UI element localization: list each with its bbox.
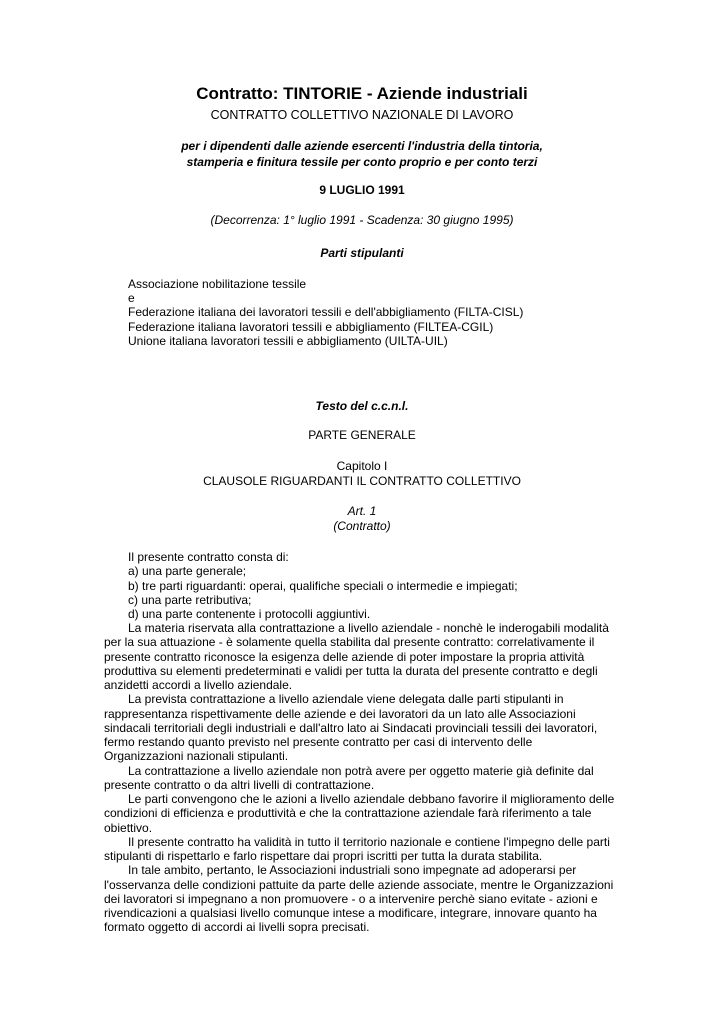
body-text-line: dei lavoratori si impegnano a non promuovere - o a intervenire perchè siano evitate - azioni e (104, 891, 598, 906)
body-text-line: Organizzazioni nazionali stipulanti. (104, 749, 289, 764)
body-text-line: rappresentanza rispettivamente delle aziende e dei lavoratori da un lato alle Associazioni (104, 706, 576, 721)
party-line: Unione italiana lavoratori tessili e abbigliamento (UILTA-UIL) (128, 333, 448, 348)
body-text-line: La materia riservata alla contrattazione a livello aziendale - nonchè le inderogabili modalità (128, 621, 609, 635)
list-item: a) una parte generale; (128, 564, 247, 579)
body-text-line: rivendicazioni a qualsiasi livello comunque intese a modificare, integrare, innovare quanto ha (104, 906, 597, 920)
document-subtitle: CONTRATTO COLLETTIVO NAZIONALE DI LAVORO (210, 108, 514, 122)
article-list (128, 550, 518, 621)
list-item: c) una parte retributiva; (128, 592, 252, 607)
list-item: d) una parte contenente i protocolli aggiuntivi. (128, 607, 371, 622)
body-text-line: anzidetti accordi a livello aziendale. (104, 678, 293, 692)
body-text-line: l'osservanza delle condizioni pattuite da parte delle aziende associate, mentre le Organizzazioni (104, 877, 614, 892)
document-title: Contratto: TINTORIE - Aziende industriali (196, 84, 528, 103)
chapter-heading: Capitolo I (336, 459, 388, 473)
body-text-line: produttiva su elementi predeterminati e validi per tutta la durata del presente contratto e degli (104, 663, 598, 678)
body-text-line: fermo restando quanto previsto nel presente contratto per casi di intervento delle (104, 735, 533, 749)
body-text-line: La contrattazione a livello aziendale non potrà avere per oggetto materie già definite dal (128, 763, 594, 778)
parties-heading: Parti stipulanti (320, 246, 404, 260)
body-text-line: formato oggetto di accordi ai livelli sopra precisati. (104, 920, 370, 935)
description-line: stamperia e finitura tessile per conto proprio e per conto terzi (186, 155, 538, 169)
body-text-line: presente contratto riconosce la esigenza delle aziende di poter impostare la propria attività (104, 649, 585, 664)
parties-list (128, 277, 523, 348)
chapter-title: CLAUSOLE RIGUARDANTI IL CONTRATTO COLLETTIVO (203, 474, 521, 488)
body-text-line: stipulanti di rispettarlo e farlo rispettare dai propri iscritti per tutta la durata stabilita. (104, 849, 543, 863)
body-text-line: presente contratto o da altri livelli di contrattazione. (104, 777, 375, 792)
article-body (104, 621, 624, 935)
list-item: Il presente contratto consta di: (128, 550, 289, 564)
body-text-line: condizioni di efficienza e produttività e che la contrattazione aziendale farà riferimento a tale (104, 806, 592, 821)
text-heading: Testo del c.c.n.l. (315, 399, 409, 413)
contract-date: 9 LUGLIO 1991 (319, 183, 405, 197)
body-text-line: Il presente contratto ha validità in tutto il territorio nazionale e contiene l'impegno delle parti (128, 834, 610, 849)
party-line: e (128, 291, 135, 306)
validity-period: (Decorrenza: 1° luglio 1991 - Scadenza: 30 giugno 1995) (210, 213, 514, 227)
list-item: b) tre parti riguardanti: operai, qualifiche speciali o intermedie e impiegati; (128, 578, 518, 593)
party-line: Federazione italiana dei lavoratori tessili e dell'abbigliamento (FILTA-CISL) (128, 305, 524, 320)
article-number: Art. 1 (347, 504, 377, 518)
body-text-line: obiettivo. (104, 820, 153, 835)
body-text-line: La prevista contrattazione a livello aziendale viene delegata dalle parti stipulanti in (128, 692, 564, 707)
body-text-line: sindacali territoriali degli industriali e dall'altro lato ai Sindacati provinciali tessili dei lavoratori, (104, 720, 598, 735)
body-text-line: Le parti convengono che le azioni a livello aziendale debbano favorire il miglioramento delle (128, 792, 615, 806)
party-line: Associazione nobilitazione tessile (128, 277, 307, 291)
part-heading: PARTE GENERALE (308, 428, 416, 442)
party-line: Federazione italiana lavoratori tessili e abbigliamento (FILTEA-CGIL) (128, 319, 494, 334)
body-text-line: In tale ambito, pertanto, le Associazioni industriali sono impegnate ad adoperarsi per (128, 863, 577, 878)
body-text-line: per la sua attuazione - è solamente quella stabilita dal presente contratto: correlativamente il (104, 635, 595, 650)
article-title: (Contratto) (333, 519, 391, 533)
description-line: per i dipendenti dalle aziende esercenti l'industria della tintoria, (181, 139, 543, 153)
